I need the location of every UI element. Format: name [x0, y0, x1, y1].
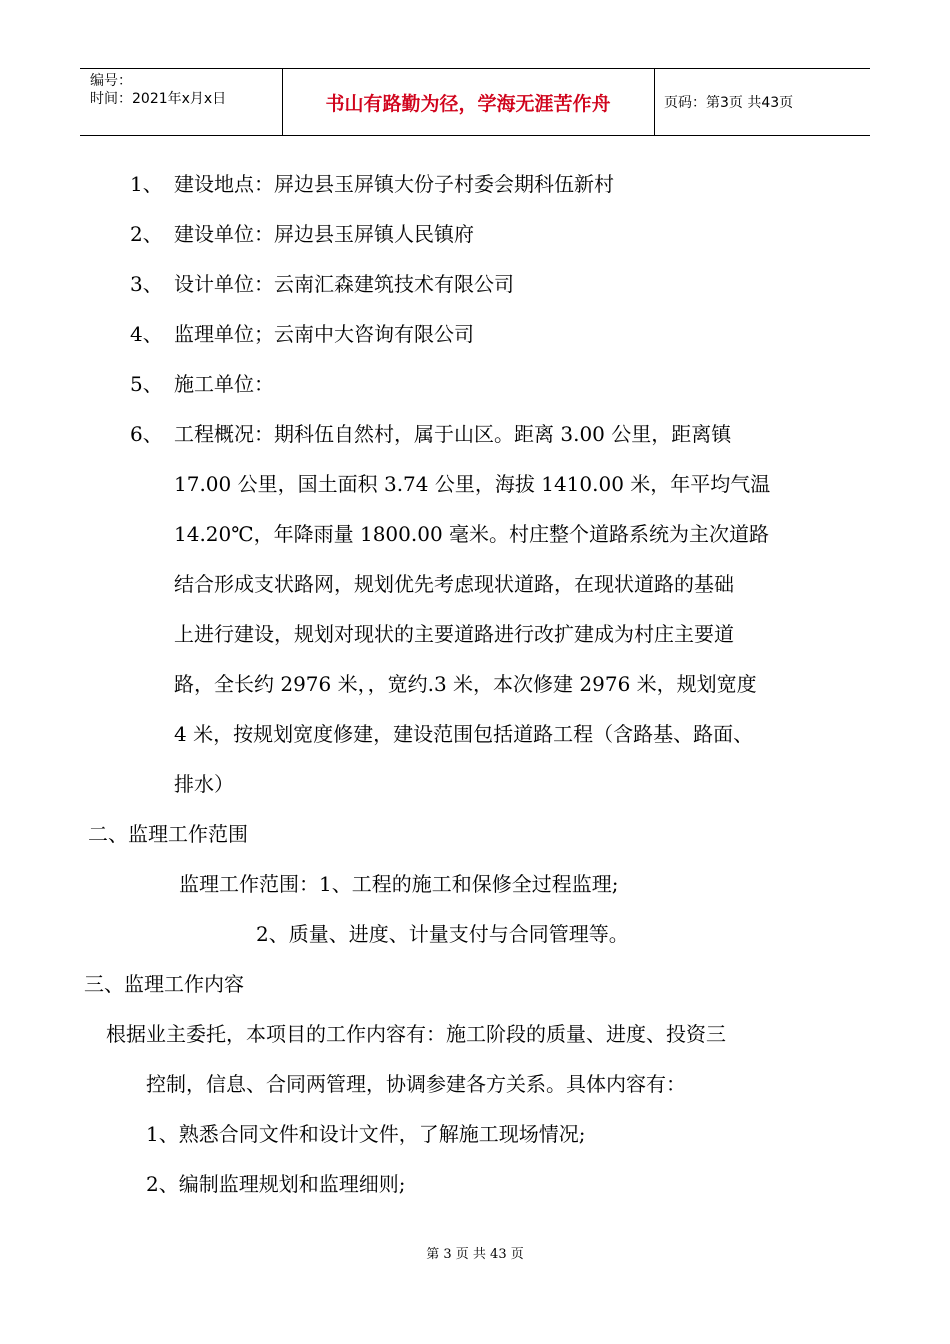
paragraph-line: 控制，信息、合同两管理，协调参建各方关系。具体内容有： — [146, 1072, 686, 1096]
list-item-number: 1、 — [130, 172, 163, 196]
list-item-text: 工程概况：期科伍自然村，属于山区。距离 3.00 公里，距离镇 — [174, 422, 732, 446]
paragraph-line: 根据业主委托，本项目的工作内容有：施工阶段的质量、进度、投资三 — [106, 1022, 726, 1046]
overview-text: 17.00 公里，国土面积 3.74 公里，海拔 1410.00 米，年平均气温 — [174, 472, 771, 496]
list-item-text: 设计单位：云南汇森建筑技术有限公司 — [174, 272, 514, 296]
header-info — [90, 72, 226, 108]
list-item-number: 2、 — [130, 222, 163, 246]
overview-text: 14.20℃，年降雨量 1800.00 毫米。村庄整个道路系统为主次道路 — [174, 522, 770, 546]
overview-text: 路，全长约 2976 米，，宽约.3 米，本次修建 2976 米，规划宽度 — [174, 672, 757, 696]
list-item-text: 施工单位： — [174, 372, 274, 396]
page-header — [80, 68, 870, 136]
page-footer: 第 3 页 共 43 页 — [426, 1247, 524, 1262]
list-item-text: 建设单位：屏边县玉屏镇人民镇府 — [174, 222, 474, 246]
section-heading: 三、监理工作内容 — [84, 972, 244, 996]
header-divider — [654, 69, 655, 136]
document-date: 时间：2021年x月x日 — [90, 91, 227, 107]
list-item-number: 4、 — [130, 322, 163, 346]
scope-line: 2、质量、进度、计量支付与合同管理等。 — [256, 922, 629, 946]
list-item-text: 监理单位；云南中大咨询有限公司 — [174, 322, 474, 346]
section-heading: 二、监理工作范围 — [88, 822, 248, 846]
overview-text: 结合形成支状路网，规划优先考虑现状道路，在现状道路的基础 — [174, 572, 734, 596]
content-item: 2、编制监理规划和监理细则; — [146, 1172, 406, 1196]
list-item-number: 5、 — [130, 372, 163, 396]
header-page-number: 页码：第3页 共43页 — [664, 95, 794, 111]
list-item-number: 6、 — [130, 422, 163, 446]
scope-line: 监理工作范围：1、工程的施工和保修全过程监理; — [179, 872, 619, 896]
overview-text: 4 米，按规划宽度修建，建设范围包括道路工程（含路基、路面、 — [174, 722, 754, 746]
header-motto: 书山有路勤为径，学海无涯苦作舟 — [325, 93, 611, 115]
overview-text: 排水） — [174, 772, 234, 796]
document-number-label: 编号： — [90, 73, 132, 89]
list-item-text: 建设地点：屏边县玉屏镇大份子村委会期科伍新村 — [174, 172, 614, 196]
overview-text: 上进行建设，规划对现状的主要道路进行改扩建成为村庄主要道 — [174, 622, 734, 646]
list-item-number: 3、 — [130, 272, 163, 296]
content-item: 1、熟悉合同文件和设计文件，了解施工现场情况; — [146, 1122, 586, 1146]
